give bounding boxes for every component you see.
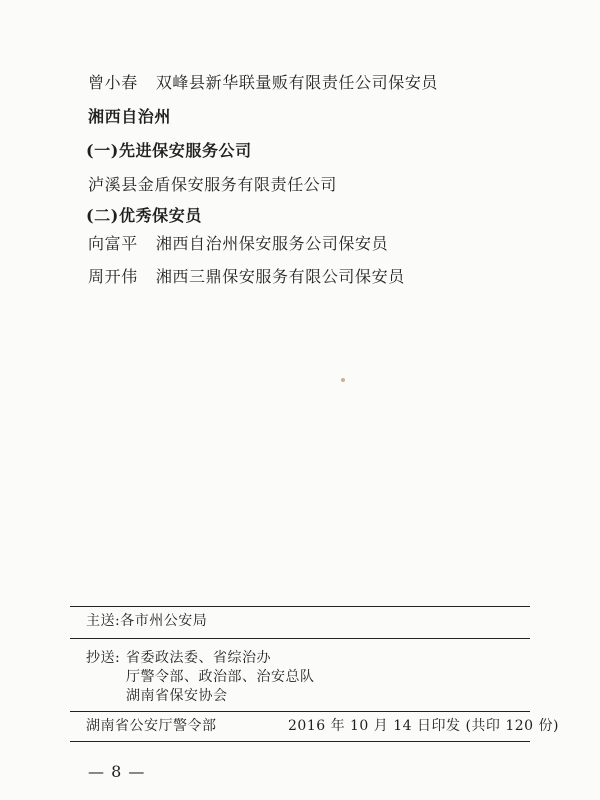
primary-recipients: 各市州公安局 bbox=[120, 613, 208, 629]
issuer: 湖南省公安厅警令部 bbox=[86, 718, 217, 734]
bottom-divider bbox=[70, 741, 530, 742]
region-title: 湘西自治州 bbox=[88, 107, 172, 126]
primary-label: 主送: bbox=[86, 613, 121, 629]
primary-recipients-line bbox=[86, 611, 207, 631]
middle-divider bbox=[70, 638, 530, 639]
section-company-title: (一)先进保安服务公司 bbox=[86, 141, 252, 160]
issue-info: 2016 年 10 月 14 日印发 (共印 120 份) bbox=[288, 718, 560, 734]
entry-org: 双峰县新华联量贩有限责任公司保安员 bbox=[155, 73, 439, 92]
paper-speck bbox=[341, 378, 345, 382]
top-divider bbox=[70, 606, 530, 607]
guard-name: 周开伟 bbox=[88, 267, 138, 286]
section-guard-title: (二)优秀保安员 bbox=[86, 206, 202, 225]
entry-line bbox=[88, 72, 438, 94]
entry-name: 曾小春 bbox=[88, 73, 138, 92]
guard-line bbox=[88, 233, 388, 255]
guard-name: 向富平 bbox=[88, 234, 138, 253]
copy-label: 抄送: bbox=[86, 650, 121, 666]
guard-org: 湘西自治州保安服务公司保安员 bbox=[155, 234, 389, 253]
copy-recipient: 湖南省保安协会 bbox=[126, 688, 228, 704]
copy-recipient: 省委政法委、省综治办 bbox=[126, 650, 271, 666]
guard-line bbox=[88, 266, 405, 288]
company-item: 泸溪县金盾保安服务有限责任公司 bbox=[88, 175, 338, 194]
page-number: — 8 — bbox=[88, 762, 146, 781]
lower-divider bbox=[70, 711, 530, 712]
guard-org: 湘西三鼎保安服务有限公司保安员 bbox=[155, 267, 405, 286]
copy-recipient: 厅警令部、政治部、治安总队 bbox=[126, 669, 315, 685]
